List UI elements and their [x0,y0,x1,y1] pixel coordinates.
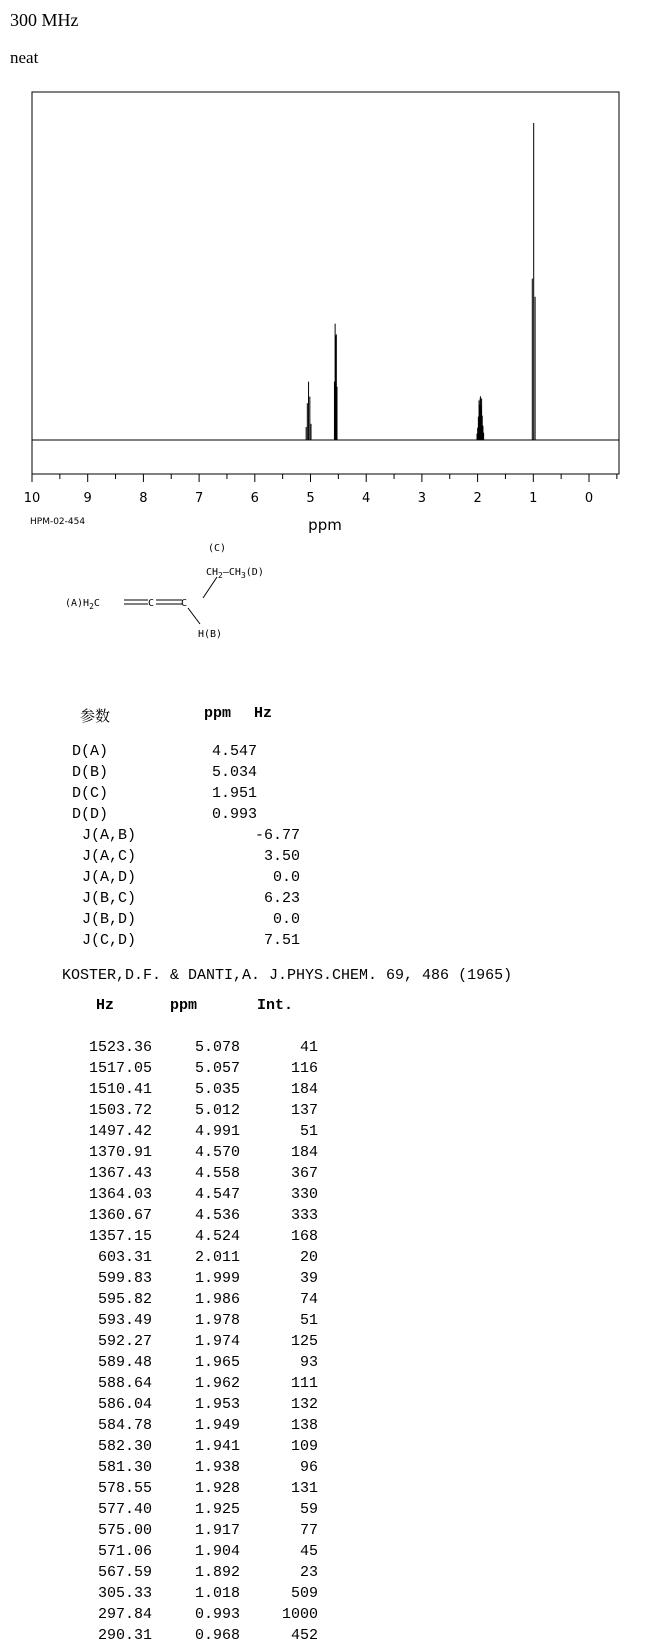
table-row [0,1501,652,1521]
bond-c-ch2 [203,577,217,598]
coupling-name-0: J(A,B) [82,827,137,844]
cell-hz: 1364.03 [88,1186,152,1203]
table-row [0,1207,652,1227]
table-row [0,1312,652,1332]
tick-label-1: 1 [529,491,538,506]
cell-hz: 1367.43 [88,1165,152,1182]
table-row [0,1522,652,1542]
cell-int: 367 [290,1165,318,1182]
cell-ppm: 1.018 [194,1585,240,1602]
cell-int: 20 [299,1249,318,1266]
table-row [0,1375,652,1395]
cell-ppm: 1.978 [194,1312,240,1329]
peak-table-header-ppm: ppm [170,997,198,1014]
cell-hz: 575.00 [97,1522,152,1539]
cell-hz: 592.27 [97,1333,152,1350]
cell-int: 137 [290,1102,318,1119]
cell-ppm: 1.965 [194,1354,240,1371]
plot-frame [32,92,619,474]
solvent-label: neat [10,48,39,67]
spectrum-code: HPM-02-454 [30,517,86,527]
table-row [0,1543,652,1563]
cell-ppm: 1.928 [194,1480,240,1497]
cell-hz: 577.40 [97,1501,152,1518]
cell-hz: 1360.67 [88,1207,152,1224]
tick-label-9: 9 [83,491,92,506]
cell-int: 184 [290,1081,318,1098]
tick-label-5: 5 [306,491,315,506]
structure-right-c: C [181,598,188,609]
structure-ch2-ch3: $CH_2—CH_3(D)$ [206,567,264,580]
cell-int: 125 [290,1333,318,1350]
cell-int: 168 [290,1228,318,1245]
cell-ppm: 4.558 [194,1165,240,1182]
frequency-label: 300 MHz [10,10,79,30]
cell-hz: 584.78 [97,1417,152,1434]
tick-label-8: 8 [139,491,148,506]
cell-int: 45 [299,1543,318,1560]
cell-ppm: 4.536 [194,1207,240,1224]
coupling-name-2: J(A,D) [82,869,137,886]
cell-hz: 1510.41 [88,1081,152,1098]
x-axis-ticks [24,474,617,506]
molecule-structure [60,536,320,646]
cell-int: 39 [299,1270,318,1287]
params-header-label: 参数 [80,709,111,725]
coupling-value-3: 6.23 [263,890,300,907]
cell-ppm: 1.925 [194,1501,240,1518]
cell-ppm: 1.904 [194,1543,240,1560]
shift-name-3: D(D) [72,806,109,823]
cell-int: 131 [290,1480,318,1497]
cell-int: 23 [299,1564,318,1581]
cell-ppm: 1.974 [194,1333,240,1350]
table-row [0,1102,652,1122]
cell-int: 109 [290,1438,318,1455]
cell-int: 184 [290,1144,318,1161]
cell-int: 116 [290,1060,318,1077]
cell-hz: 1497.42 [88,1123,152,1140]
cell-hz: 571.06 [97,1543,152,1560]
table-row [0,1165,652,1185]
cell-ppm: 1.949 [194,1417,240,1434]
table-row [0,1627,652,1647]
cell-ppm: 1.941 [194,1438,240,1455]
cell-hz: 290.31 [97,1627,152,1644]
cell-hz: 595.82 [97,1291,152,1308]
cell-int: 132 [290,1396,318,1413]
cell-int: 93 [299,1354,318,1371]
shift-name-1: D(B) [72,764,109,781]
coupling-value-0: -6.77 [254,827,300,844]
table-row [0,1354,652,1374]
cell-hz: 603.31 [97,1249,152,1266]
cell-hz: 1503.72 [88,1102,152,1119]
shift-value-0: 4.547 [212,743,258,760]
cell-int: 111 [290,1375,318,1392]
cell-ppm: 1.999 [194,1270,240,1287]
shift-name-0: D(A) [72,743,109,760]
coupling-value-5: 7.51 [263,932,300,949]
structure-left-group: $(A)H_2C$ [65,598,100,611]
shift-value-2: 1.951 [212,785,258,802]
table-row [0,1606,652,1626]
shift-value-3: 0.993 [212,806,258,823]
cell-ppm: 1.986 [194,1291,240,1308]
params-header-ppm: ppm [204,705,232,722]
table-row [0,1228,652,1248]
cell-hz: 1370.91 [88,1144,152,1161]
table-row [0,1186,652,1206]
cell-hz: 581.30 [97,1459,152,1476]
cell-hz: 586.04 [97,1396,152,1413]
cell-hz: 599.83 [97,1270,152,1287]
table-row [0,1396,652,1416]
cell-hz: 1517.05 [88,1060,152,1077]
cell-int: 452 [290,1627,318,1644]
tick-label-6: 6 [250,491,259,506]
cell-hz: 1357.15 [88,1228,152,1245]
coupling-value-2: 0.0 [272,869,300,886]
x-axis-label: ppm [308,516,342,534]
tick-label-2: 2 [473,491,482,506]
tick-label-10: 10 [23,491,41,506]
cell-ppm: 1.938 [194,1459,240,1476]
cell-ppm: 0.993 [194,1606,240,1623]
coupling-name-1: J(A,C) [82,848,137,865]
cell-hz: 578.55 [97,1480,152,1497]
peak-lines [306,123,535,440]
cell-ppm: 4.524 [194,1228,240,1245]
coupling-value-4: 0.0 [272,911,300,928]
tick-label-3: 3 [417,491,427,506]
cell-int: 74 [299,1291,318,1308]
coupling-name-5: J(C,D) [82,932,137,949]
cell-ppm: 2.011 [194,1249,240,1266]
tick-label-4: 4 [362,491,371,506]
table-row [0,1333,652,1353]
table-row [0,1123,652,1143]
tick-label-7: 7 [194,491,204,506]
table-row [0,1585,652,1605]
cell-ppm: 0.968 [194,1627,240,1644]
cell-hz: 1523.36 [88,1039,152,1056]
bond-c-h [188,608,200,624]
coupling-name-3: J(B,C) [82,890,137,907]
cell-hz: 589.48 [97,1354,152,1371]
cell-int: 41 [299,1039,318,1056]
cell-ppm: 4.570 [194,1144,240,1161]
tick-label-0: 0 [584,491,594,506]
cell-int: 138 [290,1417,318,1434]
table-row [0,1459,652,1479]
cell-int: 59 [299,1501,318,1518]
cell-ppm: 4.991 [194,1123,240,1140]
cell-int: 1000 [281,1606,318,1623]
cell-hz: 305.33 [97,1585,152,1602]
table-row [0,1564,652,1584]
cell-ppm: 1.892 [194,1564,240,1581]
cell-int: 333 [290,1207,318,1224]
cell-int: 51 [299,1312,318,1329]
cell-ppm: 4.547 [194,1186,240,1203]
structure-hb: H(B) [198,629,223,640]
cell-ppm: 5.057 [194,1060,240,1077]
cell-hz: 582.30 [97,1438,152,1455]
cell-ppm: 5.035 [194,1081,240,1098]
cell-int: 77 [299,1522,318,1539]
table-row [0,1480,652,1500]
params-header-hz: Hz [254,705,273,722]
cell-int: 509 [290,1585,318,1602]
cell-ppm: 1.917 [194,1522,240,1539]
table-row [0,1060,652,1080]
cell-ppm: 1.953 [194,1396,240,1413]
cell-hz: 567.59 [97,1564,152,1581]
structure-mid-c: C [148,598,155,609]
table-row [0,1081,652,1101]
cell-hz: 588.64 [97,1375,152,1392]
peak-table-header-hz: Hz [96,997,115,1014]
table-row [0,1291,652,1311]
cell-ppm: 5.012 [194,1102,240,1119]
shift-name-2: D(C) [72,785,109,802]
table-row [0,1270,652,1290]
coupling-value-1: 3.50 [263,848,300,865]
cell-int: 330 [290,1186,318,1203]
table-row [0,1438,652,1458]
literature-reference: KOSTER,D.F. & DANTI,A. J.PHYS.CHEM. 69, 486 (1965) [62,967,513,984]
cell-int: 51 [299,1123,318,1140]
table-row [0,1039,652,1059]
table-row [0,1144,652,1164]
table-row [0,1249,652,1269]
peak-table-header-int: Int. [257,997,294,1014]
coupling-name-4: J(B,D) [82,911,137,928]
cell-hz: 593.49 [97,1312,152,1329]
shift-value-1: 5.034 [212,764,258,781]
table-row [0,1417,652,1437]
cell-ppm: 1.962 [194,1375,240,1392]
cell-hz: 297.84 [97,1606,152,1623]
cell-ppm: 5.078 [194,1039,240,1056]
cell-int: 96 [299,1459,318,1476]
structure-label-c: (C) [208,543,227,554]
